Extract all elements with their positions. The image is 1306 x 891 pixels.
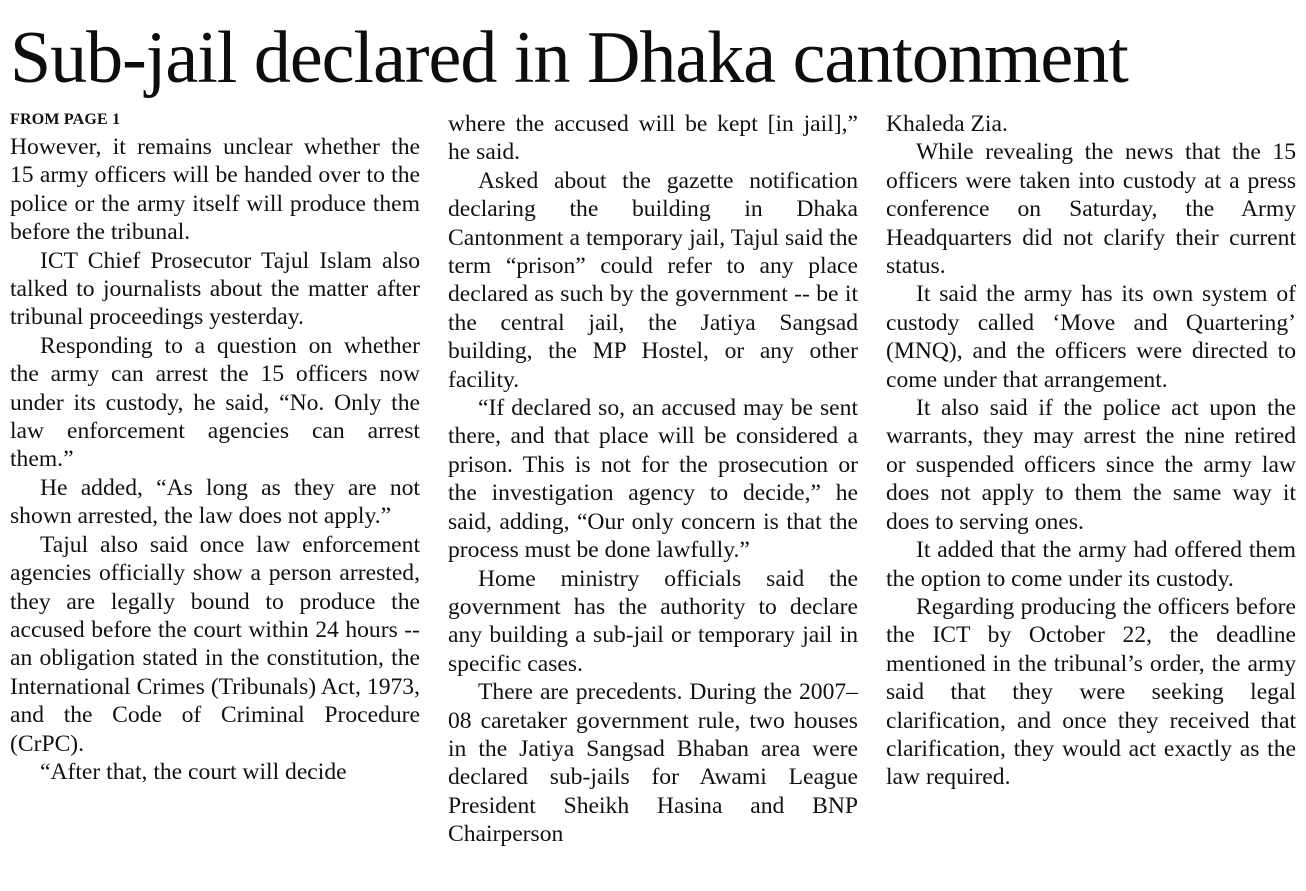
kicker-from-page: FROM PAGE 1: [10, 111, 121, 128]
paragraph: Khaleda Zia.: [886, 111, 1008, 137]
paragraph: It added that the army had offered them the option to come under its custody.: [886, 537, 1296, 592]
paragraph: Responding to a question on whether the army can arrest the 15 officers now under its custody, he said, “No. Only the law enforcement agencies can arrest them.”: [10, 332, 420, 473]
paragraph: Asked about the gazette notification declaring the building in Dhaka Cantonment a temporary jail, Tajul said the term “prison” could refer to any place declared as such by the government -- be it the central jail, the Jatiya Sangsad building, the MP Hostel, or any other facility.: [448, 167, 858, 393]
paragraph: There are precedents. During the 2007–08 caretaker government rule, two houses in the Jatiya Sangsad Bhaban area were declared sub-jails for Awami League President Sheikh Hasina and BNP Chairperson: [448, 679, 858, 848]
article-column-3: [886, 110, 1296, 792]
headline: Sub-jail declared in Dhaka cantonment: [10, 17, 1128, 99]
article-column-1: [10, 110, 420, 786]
paragraph: “If declared so, an accused may be sent there, and that place will be considered a prison. This is not for the prosecution or the investigation agency to decide,” he said, adding, “Our only concern is that the process must be done lawfully.”: [448, 395, 858, 564]
paragraph: He added, “As long as they are not shown arrested, the law does not apply.”: [10, 474, 420, 530]
paragraph: Regarding producing the officers before the ICT by October 22, the deadline mentioned in the tribunal’s order, the army said that they were seeking legal clarification, and once they received that clarification, they would act exactly as the law required.: [886, 593, 1296, 791]
paragraph: While revealing the news that the 15 officers were taken into custody at a press conference on Saturday, the Army Headquarters did not clarify their current status.: [886, 139, 1296, 280]
paragraph: Home ministry officials said the government has the authority to declare any building a sub-jail or temporary jail in specific cases.: [448, 565, 858, 677]
paragraph: “After that, the court will decide: [40, 758, 347, 785]
paragraph: It said the army has its own system of custody called ‘Move and Quartering’ (MNQ), and the officers were directed to come under that arrangement.: [886, 281, 1296, 393]
paragraph: However, it remains unclear whether the 15 army officers will be handed over to the police or the army itself will produce them before the tribunal.: [10, 134, 420, 246]
paragraph: ICT Chief Prosecutor Tajul Islam also talked to journalists about the matter after tribunal proceedings yesterday.: [10, 247, 420, 331]
paragraph: where the accused will be kept [in jail],” he said.: [448, 111, 858, 166]
paragraph: Tajul also said once law enforcement agencies officially show a person arrested, they are legally bound to produce the accused before the court within 24 hours -- an obligation stated in the constitution, the International Crimes (Tribunals) Act, 1973, and the Code of Criminal Procedure (CrPC).: [10, 531, 420, 757]
article-column-2: [448, 110, 858, 849]
paragraph: It also said if the police act upon the warrants, they may arrest the nine retired or suspended officers since the army law does not apply to them the same way it does to serving ones.: [886, 395, 1296, 535]
